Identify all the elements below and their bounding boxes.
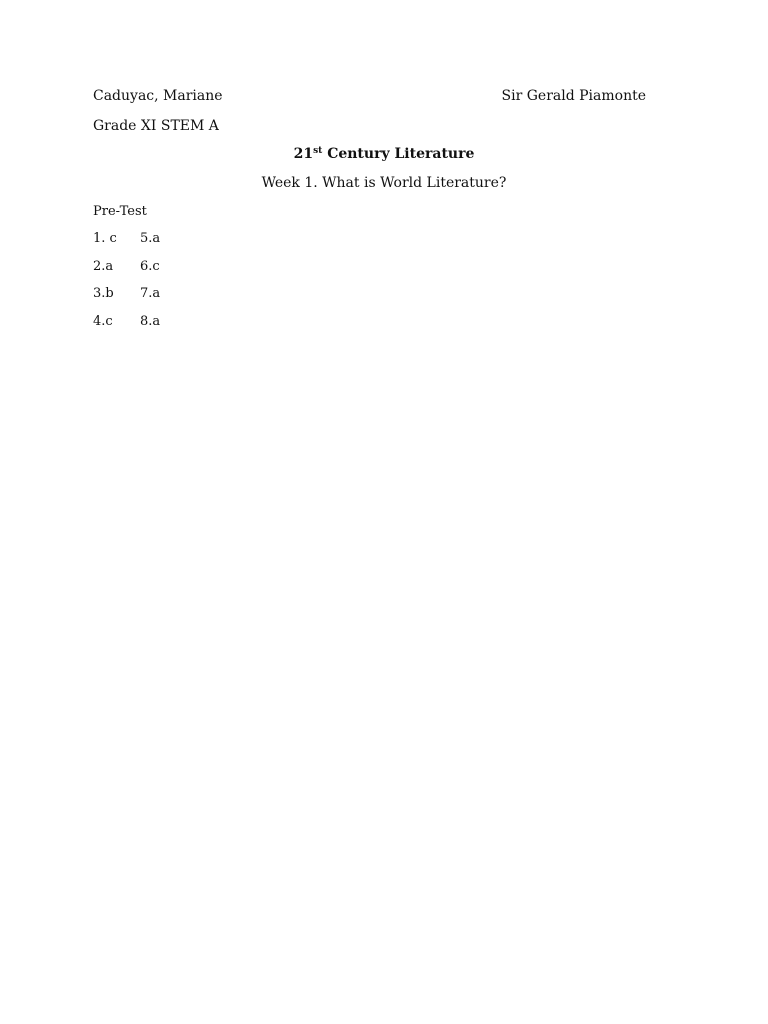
answer-item: 6.c [140,258,160,274]
answer-item: 3.b [93,286,114,302]
subject-title [0,145,768,163]
subject-superscript: st [313,146,323,156]
subject-rest: Century Literature [322,146,475,162]
student-name: Caduyac, Mariane [93,88,223,104]
pretest-label: Pre-Test [93,204,147,219]
subject-number: 21 [293,146,314,162]
answer-item: 7.a [140,286,161,302]
grade-section: Grade XI STEM A [93,118,219,134]
week-title: Week 1. What is World Literature? [261,175,507,191]
answer-item: 2.a [93,258,114,274]
answer-item: 1. c [93,231,117,246]
answer-item: 8.a [140,314,161,330]
answer-item: 4.c [93,314,113,330]
teacher-name: Sir Gerald Piamonte [501,88,646,104]
answer-item: 5.a [140,231,161,246]
answer-list [93,230,180,341]
